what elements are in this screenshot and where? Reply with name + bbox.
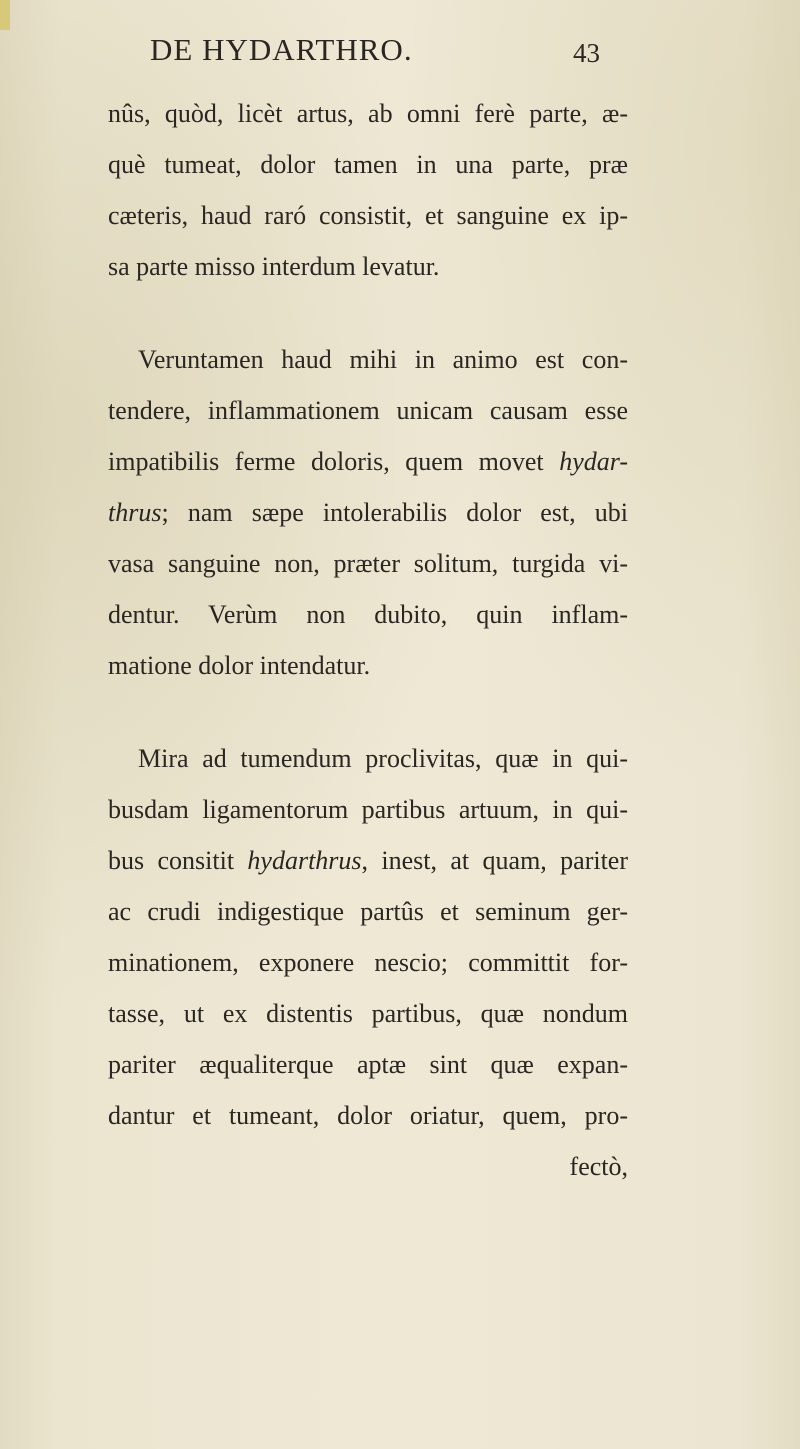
text-line: Mira ad tumendum proclivitas, quæ in qui- [138,744,628,773]
running-title: DE HYDARTHRO. [150,32,413,67]
text-line: busdam ligamentorum partibus artuum, in qui- [108,795,628,824]
italic-term: thrus [108,498,162,527]
page-number: 43 [573,38,600,68]
text-line: vasa sanguine non, præter solitum, turgida vi- [108,549,628,578]
text-line: ac crudi indigestique partûs et seminum ger- [108,897,628,926]
text-line: sa parte misso interdum levatur. [108,252,440,281]
text-line: pariter æqualiterque aptæ sint quæ expan- [108,1050,628,1079]
text-line [108,835,628,886]
text-line: dantur et tumeant, dolor oriatur, quem, pro- [108,1101,628,1130]
text-segment: impatibilis ferme doloris, quem movet [108,447,544,476]
body-text [108,88,628,1192]
page-header [150,32,600,72]
catchword: fectò, [569,1152,628,1181]
text-line: minationem, exponere nescio; committit for- [108,948,628,977]
text-segment: , inest, at quam, pariter [361,846,629,875]
text-line: matione dolor intendatur. [108,651,371,680]
text-line [108,436,628,487]
italic-term: hydar- [559,447,628,476]
paragraph-1 [108,88,628,292]
text-line: dentur. Verùm non dubito, quin inflam- [108,600,628,629]
text-line [108,487,628,538]
text-line: nûs, quòd, licèt artus, ab omni ferè parte, æ- [108,99,628,128]
page-corner-mark [0,0,10,30]
text-segment: ; nam sæpe intolerabilis dolor est, ubi [161,498,628,527]
text-segment: bus consitit [108,846,235,875]
text-line: tendere, inflammationem unicam causam esse [108,396,628,425]
italic-term: hydarthrus [247,846,362,875]
text-line: tasse, ut ex distentis partibus, quæ nondum [108,999,628,1028]
text-line: Veruntamen haud mihi in animo est con- [138,345,628,374]
text-line: cæteris, haud raró consistit, et sanguine ex ip- [108,201,628,230]
text-line: què tumeat, dolor tamen in una parte, præ [108,150,628,179]
paragraph-3 [108,733,628,1192]
paragraph-2 [108,334,628,691]
